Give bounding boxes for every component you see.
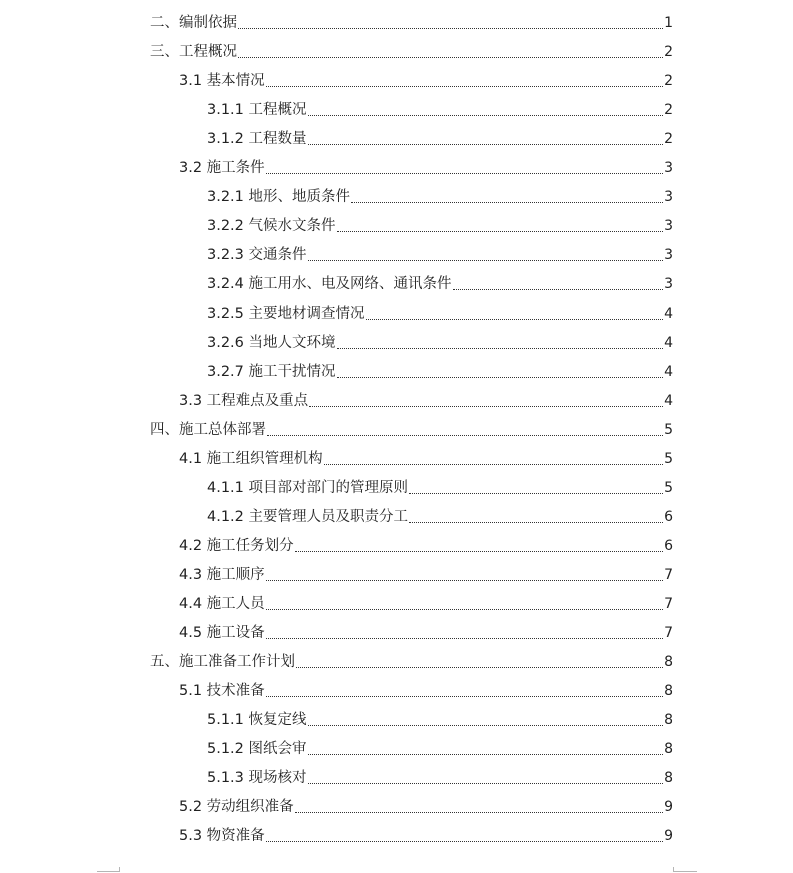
toc-dot-leader xyxy=(308,724,664,726)
toc-entry[interactable] xyxy=(179,66,673,90)
toc-entry-title: 4.2 施工任务划分 xyxy=(179,537,294,554)
toc-entry[interactable] xyxy=(150,647,673,671)
toc-dot-leader xyxy=(267,434,663,436)
toc-entry-page-number: 4 xyxy=(664,334,673,351)
toc-dot-leader xyxy=(266,608,663,610)
toc-entry-title: 3.2.6 当地人文环境 xyxy=(207,334,336,351)
toc-dot-leader xyxy=(337,230,664,232)
toc-entry-title: 4.1.1 项目部对部门的管理原则 xyxy=(207,479,409,496)
toc-dot-leader xyxy=(308,143,664,145)
toc-entry[interactable] xyxy=(150,415,673,439)
toc-entry-title: 3.2.2 气候水文条件 xyxy=(207,218,336,235)
toc-entry-page-number: 7 xyxy=(664,566,673,583)
toc-dot-leader xyxy=(295,550,663,552)
toc-entry-page-number: 3 xyxy=(664,218,673,235)
toc-dot-leader xyxy=(296,666,663,668)
toc-entry[interactable] xyxy=(179,153,673,177)
toc-entry[interactable] xyxy=(207,502,673,526)
toc-entry-page-number: 5 xyxy=(664,479,673,496)
toc-dot-leader xyxy=(453,288,664,290)
toc-entry[interactable] xyxy=(179,386,673,410)
toc-dot-leader xyxy=(337,376,664,378)
toc-entry-title: 3.2.1 地形、地质条件 xyxy=(207,189,351,206)
toc-entry-page-number: 7 xyxy=(664,596,673,612)
toc-entry-page-number: 5 xyxy=(664,421,673,438)
toc-entry[interactable] xyxy=(207,269,673,293)
toc-entry-page-number: 8 xyxy=(664,770,673,787)
toc-entry-title: 4.3 施工顺序 xyxy=(179,566,265,583)
toc-entry[interactable] xyxy=(207,95,673,119)
toc-entry-page-number: 2 xyxy=(664,102,673,119)
toc-entry[interactable] xyxy=(207,240,673,264)
toc-entry[interactable] xyxy=(207,211,673,235)
toc-entry[interactable] xyxy=(179,560,673,584)
toc-entry-title: 4.1.2 主要管理人员及职责分工 xyxy=(207,508,409,525)
toc-entry-title: 3.1 基本情况 xyxy=(179,73,265,90)
toc-dot-leader xyxy=(366,318,664,320)
toc-entry-title: 3.2.4 施工用水、电及网络、通讯条件 xyxy=(207,276,452,293)
toc-entry[interactable] xyxy=(179,531,673,555)
toc-entry[interactable] xyxy=(179,444,673,468)
toc-dot-leader xyxy=(324,463,663,465)
toc-dot-leader xyxy=(308,259,664,261)
toc-dot-leader xyxy=(266,840,663,842)
toc-dot-leader xyxy=(266,637,663,639)
toc-entry-page-number: 5 xyxy=(664,450,673,467)
toc-entry[interactable] xyxy=(207,473,673,497)
toc-entry-page-number: 3 xyxy=(664,247,673,264)
toc-dot-leader xyxy=(238,56,663,58)
toc-entry-title: 三、工程概况 xyxy=(150,44,237,61)
toc-entry-title: 3.2.3 交通条件 xyxy=(207,247,307,264)
toc-dot-leader xyxy=(409,492,663,494)
crop-mark-right xyxy=(673,871,697,872)
toc-entry[interactable] xyxy=(179,792,673,816)
toc-entry-title: 3.2.7 施工干扰情况 xyxy=(207,363,336,380)
crop-mark-right-vertical xyxy=(673,867,674,872)
toc-entry[interactable] xyxy=(207,357,673,381)
toc-entry-title: 五、施工准备工作计划 xyxy=(150,654,295,671)
toc-dot-leader xyxy=(266,85,663,87)
toc-entry-page-number: 8 xyxy=(664,741,673,758)
toc-entry[interactable] xyxy=(207,328,673,352)
toc-dot-leader xyxy=(238,27,663,29)
toc-entry-page-number: 9 xyxy=(664,799,673,816)
toc-entry-title: 5.1.1 恢复定线 xyxy=(207,712,307,729)
toc-dot-leader xyxy=(409,521,663,523)
toc-entry-page-number: 3 xyxy=(664,276,673,293)
toc-entry-title: 5.3 物资准备 xyxy=(179,828,265,845)
toc-dot-leader xyxy=(308,782,664,784)
toc-dot-leader xyxy=(266,579,663,581)
toc-dot-leader xyxy=(351,201,663,203)
toc-dot-leader xyxy=(266,172,663,174)
toc-entry-page-number: 8 xyxy=(664,712,673,729)
toc-entry-page-number: 4 xyxy=(664,392,673,409)
toc-entry-title: 3.1.1 工程概况 xyxy=(207,102,307,119)
toc-dot-leader xyxy=(337,347,664,349)
toc-entry[interactable] xyxy=(207,182,673,206)
toc-entry-page-number: 3 xyxy=(664,189,673,206)
toc-entry[interactable] xyxy=(179,589,673,613)
toc-dot-leader xyxy=(308,114,664,116)
toc-entry-title: 3.3 工程难点及重点 xyxy=(179,392,309,409)
toc-entry-page-number: 1 xyxy=(664,15,673,31)
toc-entry-page-number: 4 xyxy=(664,363,673,380)
toc-entry-page-number: 8 xyxy=(664,683,673,700)
toc-entry[interactable] xyxy=(207,705,673,729)
toc-entry-page-number: 2 xyxy=(664,131,673,148)
toc-entry-page-number: 7 xyxy=(664,625,673,642)
toc-entry[interactable] xyxy=(207,299,673,323)
toc-entry[interactable] xyxy=(207,734,673,758)
toc-entry-title: 3.1.2 工程数量 xyxy=(207,131,307,148)
toc-entry-page-number: 6 xyxy=(664,537,673,554)
toc-entry-title: 四、施工总体部署 xyxy=(150,421,266,438)
toc-entry-title: 4.5 施工设备 xyxy=(179,625,265,642)
toc-entry-title: 5.1 技术准备 xyxy=(179,683,265,700)
toc-entry-title: 4.1 施工组织管理机构 xyxy=(179,450,323,467)
toc-entry-title: 二、编制依据 xyxy=(150,15,237,31)
crop-mark-left xyxy=(97,871,119,872)
toc-entry-page-number: 8 xyxy=(664,654,673,671)
crop-mark-left-vertical xyxy=(119,867,120,872)
toc-entry-page-number: 2 xyxy=(664,73,673,90)
toc-entry-page-number: 4 xyxy=(664,305,673,322)
toc-entry-title: 5.2 劳动组织准备 xyxy=(179,799,294,816)
toc-entry-title: 3.2 施工条件 xyxy=(179,160,265,177)
toc-entry[interactable] xyxy=(179,676,673,700)
toc-entry-title: 5.1.2 图纸会审 xyxy=(207,741,307,758)
toc-entry[interactable] xyxy=(207,763,673,787)
toc-entry-page-number: 6 xyxy=(664,508,673,525)
toc-dot-leader xyxy=(309,405,663,407)
toc-entry-page-number: 9 xyxy=(664,828,673,845)
toc-entry[interactable] xyxy=(150,8,673,32)
toc-dot-leader xyxy=(295,811,663,813)
toc-entry[interactable] xyxy=(207,124,673,148)
toc-entry-page-number: 3 xyxy=(664,160,673,177)
toc-entry[interactable] xyxy=(179,618,673,642)
toc-entry-title: 5.1.3 现场核对 xyxy=(207,770,307,787)
toc-dot-leader xyxy=(308,753,664,755)
toc-entry[interactable] xyxy=(179,821,673,845)
toc-dot-leader xyxy=(266,695,663,697)
toc-entry[interactable] xyxy=(150,37,673,61)
toc-entry-title: 3.2.5 主要地材调查情况 xyxy=(207,305,365,322)
toc-entry-title: 4.4 施工人员 xyxy=(179,596,265,612)
toc-entry-page-number: 2 xyxy=(664,44,673,61)
